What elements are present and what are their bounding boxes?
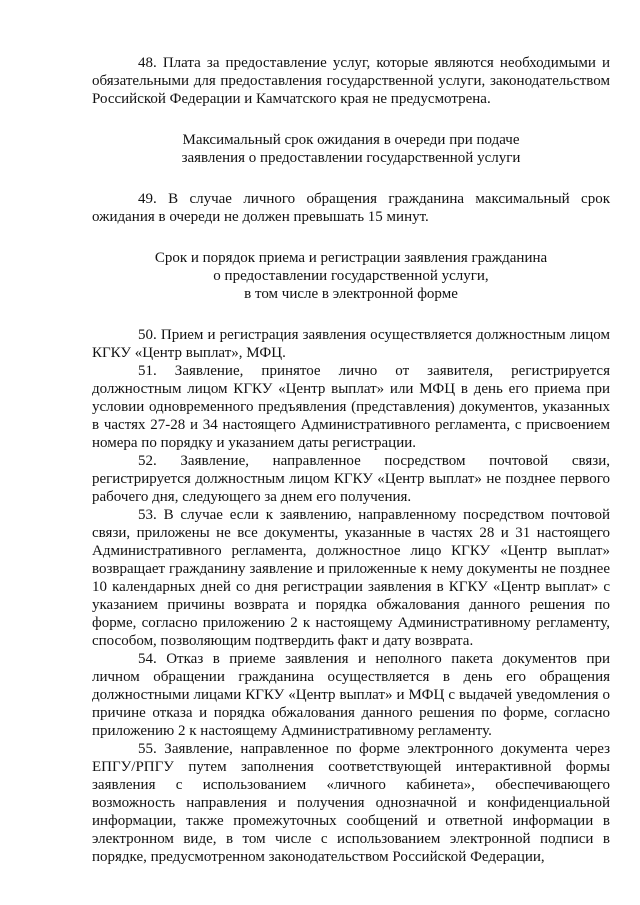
paragraph-48: 48. Плата за предоставление услуг, которые являются необходимыми и обязательными для предоставления государственной услуги, законодательством Российской Федерации и Камчатского края не предусмотрена.	[92, 55, 610, 107]
paragraph-51: 51. Заявление, принятое лично от заявителя, регистрируется должностным лицом КГКУ «Центр выплат» или МФЦ в день его приема при условии одновременного предъявления (представления) документов, указанных в частях 27-28 и 34 настоящего Административного регламента, с присвоением номера по порядку и указанием даты регистрации.	[92, 363, 610, 451]
section-heading-registration	[92, 249, 610, 303]
paragraph-55: 55. Заявление, направленное по форме электронного документа через ЕПГУ/РПГУ путем заполнения соответствующей интерактивной формы заявления с использованием «личного кабинета», обеспечивающего возможность направления и получения однозначной и конфиденциальной информации, также промежуточных сообщений и ответной информации в электронном виде, в том числе с использованием электронной подписи в порядке, предусмотренном законодательством Российской Федерации,	[92, 741, 610, 865]
paragraph-52: 52. Заявление, направленное посредством почтовой связи, регистрируется должностным лицом КГКУ «Центр выплат» не позднее первого рабочего дня, следующего за днем его получения.	[92, 453, 610, 505]
heading-line: Максимальный срок ожидания в очереди при подаче	[182, 132, 520, 148]
heading-line: о предоставлении государственной услуги,	[213, 268, 489, 284]
paragraph-50: 50. Прием и регистрация заявления осуществляется должностным лицом КГКУ «Центр выплат», МФЦ.	[92, 327, 610, 361]
paragraph-49: 49. В случае личного обращения гражданина максимальный срок ожидания в очереди не должен превышать 15 минут.	[92, 191, 610, 225]
paragraph-53: 53. В случае если к заявлению, направленному посредством почтовой связи, приложены не все документы, указанные в частях 28 и 31 настоящего Административного регламента, должностное лицо КГКУ «Центр выплат» возвращает гражданину заявление и приложенные к нему документы не позднее 10 календарных дней со дня регистрации заявления в КГКУ «Центр выплат» с указанием причины возврата и порядка обжалования данного решения по форме, согласно приложению 2 к настоящему Административному регламенту, способом, позволяющим подтвердить факт и дату возврата.	[92, 507, 610, 649]
section-heading-queue	[92, 131, 610, 167]
heading-line: в том числе в электронной форме	[244, 286, 458, 302]
heading-line: заявления о предоставлении государственной услуги	[181, 150, 521, 166]
heading-line: Срок и порядок приема и регистрации заявления гражданина	[154, 250, 548, 266]
paragraph-54: 54. Отказ в приеме заявления и неполного пакета документов при личном обращении гражданина осуществляется в день его обращения должностными лицами КГКУ «Центр выплат» и МФЦ с выдачей уведомления о причине отказа и порядка обжалования данного решения по форме, согласно приложению 2 к настоящему Административному регламенту.	[92, 651, 610, 739]
